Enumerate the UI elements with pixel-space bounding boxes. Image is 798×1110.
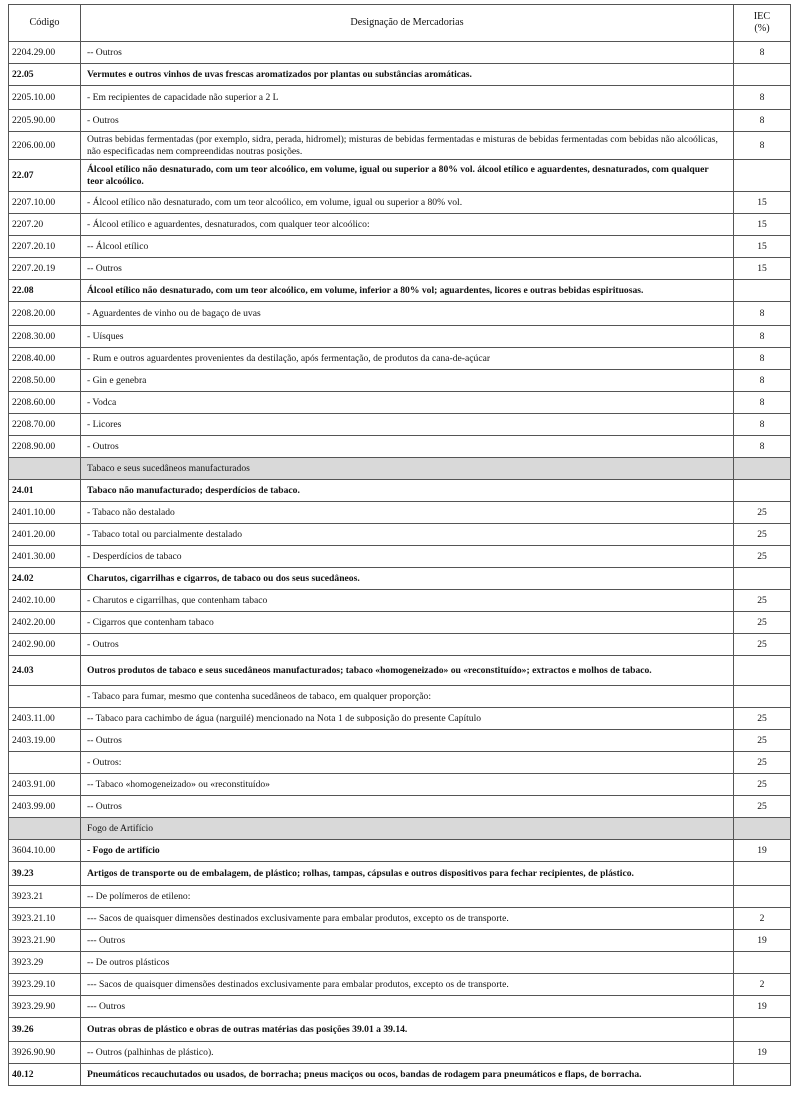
- iec-cell: [734, 1018, 791, 1042]
- iec-cell: 25: [734, 612, 791, 634]
- designation-cell: - Em recipientes de capacidade não superior a 2 L: [81, 86, 734, 110]
- iec-cell: 25: [734, 546, 791, 568]
- iec-cell: 19: [734, 930, 791, 952]
- code-cell: [9, 818, 81, 840]
- designation-cell: Outras obras de plástico e obras de outras matérias das posições 39.01 a 39.14.: [81, 1018, 734, 1042]
- code-cell: 2208.60.00: [9, 392, 81, 414]
- iec-cell: 8: [734, 436, 791, 458]
- code-cell: 2403.11.00: [9, 708, 81, 730]
- iec-cell: [734, 862, 791, 886]
- designation-cell: - Aguardentes de vinho ou de bagaço de uvas: [81, 302, 734, 326]
- designation-cell: - Vodca: [81, 392, 734, 414]
- iec-cell: 25: [734, 634, 791, 656]
- table-row: [9, 908, 791, 930]
- code-cell: 2207.20.19: [9, 258, 81, 280]
- code-cell: 2204.29.00: [9, 42, 81, 64]
- table-row: [9, 930, 791, 952]
- code-cell: 24.02: [9, 568, 81, 590]
- designation-cell: Vermutes e outros vinhos de uvas frescas aromatizados por plantas ou substâncias aromáticas.: [81, 64, 734, 86]
- table-row: [9, 840, 791, 862]
- designation-cell: -- Tabaco «homogeneizado» ou «reconstituído»: [81, 774, 734, 796]
- designation-cell: -- Tabaco para cachimbo de água (narguilé) mencionado na Nota 1 de subposição do presente Capítulo: [81, 708, 734, 730]
- table-row: [9, 818, 791, 840]
- iec-cell: 19: [734, 840, 791, 862]
- iec-cell: 8: [734, 370, 791, 392]
- designation-cell: - Outros:: [81, 752, 734, 774]
- iec-cell: 25: [734, 752, 791, 774]
- code-cell: 2207.20.10: [9, 236, 81, 258]
- code-cell: 2403.99.00: [9, 796, 81, 818]
- table-row: [9, 502, 791, 524]
- designation-cell: - Outros: [81, 634, 734, 656]
- table-row: [9, 214, 791, 236]
- code-cell: 2401.30.00: [9, 546, 81, 568]
- code-cell: 22.07: [9, 160, 81, 192]
- header-iec: IEC (%): [734, 5, 791, 42]
- table-row: [9, 110, 791, 132]
- code-cell: 2208.70.00: [9, 414, 81, 436]
- code-cell: 3923.21.90: [9, 930, 81, 952]
- table-row: [9, 752, 791, 774]
- designation-cell: - Desperdícios de tabaco: [81, 546, 734, 568]
- table-row: [9, 862, 791, 886]
- code-cell: 2402.90.00: [9, 634, 81, 656]
- code-cell: 3923.29: [9, 952, 81, 974]
- code-cell: 2402.20.00: [9, 612, 81, 634]
- designation-cell: Artigos de transporte ou de embalagem, de plástico; rolhas, tampas, cápsulas e outros dispositivos para fechar recipientes, de plástico.: [81, 862, 734, 886]
- designation-cell: - Uísques: [81, 326, 734, 348]
- code-cell: 3923.29.90: [9, 996, 81, 1018]
- table-row: [9, 686, 791, 708]
- iec-cell: 8: [734, 302, 791, 326]
- designation-cell: Fogo de Artifício: [81, 818, 734, 840]
- designation-cell: Pneumáticos recauchutados ou usados, de borracha; pneus maciços ou ocos, bandas de rodagem para pneumáticos e flaps, de borracha.: [81, 1064, 734, 1086]
- table-row: [9, 192, 791, 214]
- designation-cell: -- Outros: [81, 796, 734, 818]
- code-cell: 39.23: [9, 862, 81, 886]
- iec-cell: 8: [734, 348, 791, 370]
- table-row: [9, 1064, 791, 1086]
- table-row: [9, 1018, 791, 1042]
- table-row: [9, 546, 791, 568]
- table-row: [9, 132, 791, 160]
- iec-cell: 25: [734, 524, 791, 546]
- iec-cell: 25: [734, 774, 791, 796]
- code-cell: 2402.10.00: [9, 590, 81, 612]
- designation-cell: --- Outros: [81, 996, 734, 1018]
- table-row: [9, 774, 791, 796]
- code-cell: 2208.50.00: [9, 370, 81, 392]
- code-cell: 3926.90.90: [9, 1042, 81, 1064]
- iec-cell: 8: [734, 392, 791, 414]
- iec-cell: 19: [734, 996, 791, 1018]
- designation-cell: Álcool etílico não desnaturado, com um teor alcoólico, em volume, inferior a 80% vol; aguardentes, licores e outras bebidas espirituosas.: [81, 280, 734, 302]
- header-row: [9, 5, 791, 42]
- designation-cell: -- Outros: [81, 258, 734, 280]
- header-designation: Designação de Mercadorias: [81, 5, 734, 42]
- iec-cell: 15: [734, 236, 791, 258]
- table-row: [9, 258, 791, 280]
- iec-cell: 8: [734, 86, 791, 110]
- header-code: Código: [9, 5, 81, 42]
- designation-cell: -- Outros (palhinhas de plástico).: [81, 1042, 734, 1064]
- code-cell: 2205.10.00: [9, 86, 81, 110]
- table-row: [9, 326, 791, 348]
- designation-cell: Tabaco e seus sucedâneos manufacturados: [81, 458, 734, 480]
- designation-cell: - Outros: [81, 110, 734, 132]
- iec-cell: 25: [734, 796, 791, 818]
- iec-cell: [734, 458, 791, 480]
- code-cell: 24.03: [9, 656, 81, 686]
- designation-cell: - Fogo de artifício: [81, 840, 734, 862]
- code-cell: 2208.40.00: [9, 348, 81, 370]
- iec-cell: [734, 280, 791, 302]
- designation-cell: - Gin e genebra: [81, 370, 734, 392]
- iec-cell: 2: [734, 974, 791, 996]
- table-row: [9, 612, 791, 634]
- table-row: [9, 796, 791, 818]
- code-cell: 3923.21.10: [9, 908, 81, 930]
- designation-cell: - Álcool etílico não desnaturado, com um teor alcoólico, em volume, igual ou superior a 80% vol.: [81, 192, 734, 214]
- code-cell: 2401.20.00: [9, 524, 81, 546]
- iec-cell: 2: [734, 908, 791, 930]
- iec-cell: 25: [734, 730, 791, 752]
- designation-cell: Outras bebidas fermentadas (por exemplo, sidra, perada, hidromel); misturas de bebidas fermentadas e misturas de bebidas fermentadas com bebidas não alcoólicas, não especificadas nem compreendidas noutras posições.: [81, 132, 734, 160]
- table-row: [9, 480, 791, 502]
- iec-cell: 15: [734, 258, 791, 280]
- code-cell: [9, 686, 81, 708]
- designation-cell: - Tabaco não destalado: [81, 502, 734, 524]
- designation-cell: -- De polímeros de etileno:: [81, 886, 734, 908]
- iec-cell: [734, 952, 791, 974]
- code-cell: 2208.20.00: [9, 302, 81, 326]
- iec-cell: 8: [734, 414, 791, 436]
- table-row: [9, 348, 791, 370]
- designation-cell: --- Sacos de quaisquer dimensões destinados exclusivamente para embalar produtos, excepto os de transporte.: [81, 908, 734, 930]
- iec-cell: 15: [734, 192, 791, 214]
- code-cell: 2403.19.00: [9, 730, 81, 752]
- code-cell: 2401.10.00: [9, 502, 81, 524]
- designation-cell: - Cigarros que contenham tabaco: [81, 612, 734, 634]
- iec-cell: [734, 1064, 791, 1086]
- code-cell: 3923.21: [9, 886, 81, 908]
- designation-cell: - Tabaco total ou parcialmente destalado: [81, 524, 734, 546]
- table-row: [9, 414, 791, 436]
- iec-cell: 8: [734, 110, 791, 132]
- designation-cell: -- Álcool etílico: [81, 236, 734, 258]
- tariff-table: [8, 4, 791, 1086]
- code-cell: 2206.00.00: [9, 132, 81, 160]
- designation-cell: - Outros: [81, 436, 734, 458]
- code-cell: 2205.90.00: [9, 110, 81, 132]
- iec-cell: [734, 64, 791, 86]
- code-cell: 24.01: [9, 480, 81, 502]
- iec-cell: [734, 686, 791, 708]
- designation-cell: - Tabaco para fumar, mesmo que contenha sucedâneos de tabaco, em qualquer proporção:: [81, 686, 734, 708]
- code-cell: 2207.10.00: [9, 192, 81, 214]
- table-row: [9, 458, 791, 480]
- designation-cell: --- Outros: [81, 930, 734, 952]
- designation-cell: --- Sacos de quaisquer dimensões destinados exclusivamente para embalar produtos, excepto os de transporte.: [81, 974, 734, 996]
- table-row: [9, 590, 791, 612]
- iec-cell: 8: [734, 132, 791, 160]
- code-cell: 40.12: [9, 1064, 81, 1086]
- iec-cell: 8: [734, 42, 791, 64]
- code-cell: 2207.20: [9, 214, 81, 236]
- table-row: [9, 64, 791, 86]
- iec-cell: 19: [734, 1042, 791, 1064]
- designation-cell: -- Outros: [81, 42, 734, 64]
- iec-cell: 8: [734, 326, 791, 348]
- table-row: [9, 236, 791, 258]
- designation-cell: - Álcool etílico e aguardentes, desnaturados, com qualquer teor alcoólico:: [81, 214, 734, 236]
- designation-cell: -- Outros: [81, 730, 734, 752]
- iec-cell: [734, 568, 791, 590]
- table-row: [9, 656, 791, 686]
- iec-cell: 25: [734, 502, 791, 524]
- iec-cell: [734, 480, 791, 502]
- table-row: [9, 568, 791, 590]
- table-body: [9, 42, 791, 1086]
- designation-cell: - Licores: [81, 414, 734, 436]
- iec-cell: 25: [734, 708, 791, 730]
- code-cell: 2403.91.00: [9, 774, 81, 796]
- table-row: [9, 42, 791, 64]
- code-cell: 22.08: [9, 280, 81, 302]
- code-cell: 22.05: [9, 64, 81, 86]
- table-row: [9, 886, 791, 908]
- designation-cell: Álcool etílico não desnaturado, com um teor alcoólico, em volume, igual ou superior a 80% vol. álcool etílico e aguardentes, desnaturados, com qualquer teor alcoólico.: [81, 160, 734, 192]
- table-row: [9, 952, 791, 974]
- table-row: [9, 436, 791, 458]
- code-cell: 39.26: [9, 1018, 81, 1042]
- code-cell: 2208.90.00: [9, 436, 81, 458]
- iec-cell: [734, 886, 791, 908]
- iec-cell: 25: [734, 590, 791, 612]
- designation-cell: - Rum e outros aguardentes provenientes da destilação, após fermentação, de produtos da cana-de-açúcar: [81, 348, 734, 370]
- table-row: [9, 974, 791, 996]
- code-cell: 3923.29.10: [9, 974, 81, 996]
- table-row: [9, 634, 791, 656]
- table-row: [9, 524, 791, 546]
- table-row: [9, 86, 791, 110]
- iec-cell: [734, 818, 791, 840]
- code-cell: [9, 752, 81, 774]
- designation-cell: -- De outros plásticos: [81, 952, 734, 974]
- table-row: [9, 280, 791, 302]
- code-cell: [9, 458, 81, 480]
- designation-cell: - Charutos e cigarrilhas, que contenham tabaco: [81, 590, 734, 612]
- table-row: [9, 370, 791, 392]
- code-cell: 2208.30.00: [9, 326, 81, 348]
- table-row: [9, 730, 791, 752]
- table-row: [9, 1042, 791, 1064]
- code-cell: 3604.10.00: [9, 840, 81, 862]
- designation-cell: Outros produtos de tabaco e seus sucedâneos manufacturados; tabaco «homogeneizado» ou «reconstituído»; extractos e molhos de tabaco.: [81, 656, 734, 686]
- designation-cell: Tabaco não manufacturado; desperdícios de tabaco.: [81, 480, 734, 502]
- table-row: [9, 996, 791, 1018]
- iec-cell: [734, 656, 791, 686]
- iec-cell: [734, 160, 791, 192]
- table-row: [9, 708, 791, 730]
- table-row: [9, 302, 791, 326]
- table-row: [9, 392, 791, 414]
- iec-cell: 15: [734, 214, 791, 236]
- designation-cell: Charutos, cigarrilhas e cigarros, de tabaco ou dos seus sucedâneos.: [81, 568, 734, 590]
- table-row: [9, 160, 791, 192]
